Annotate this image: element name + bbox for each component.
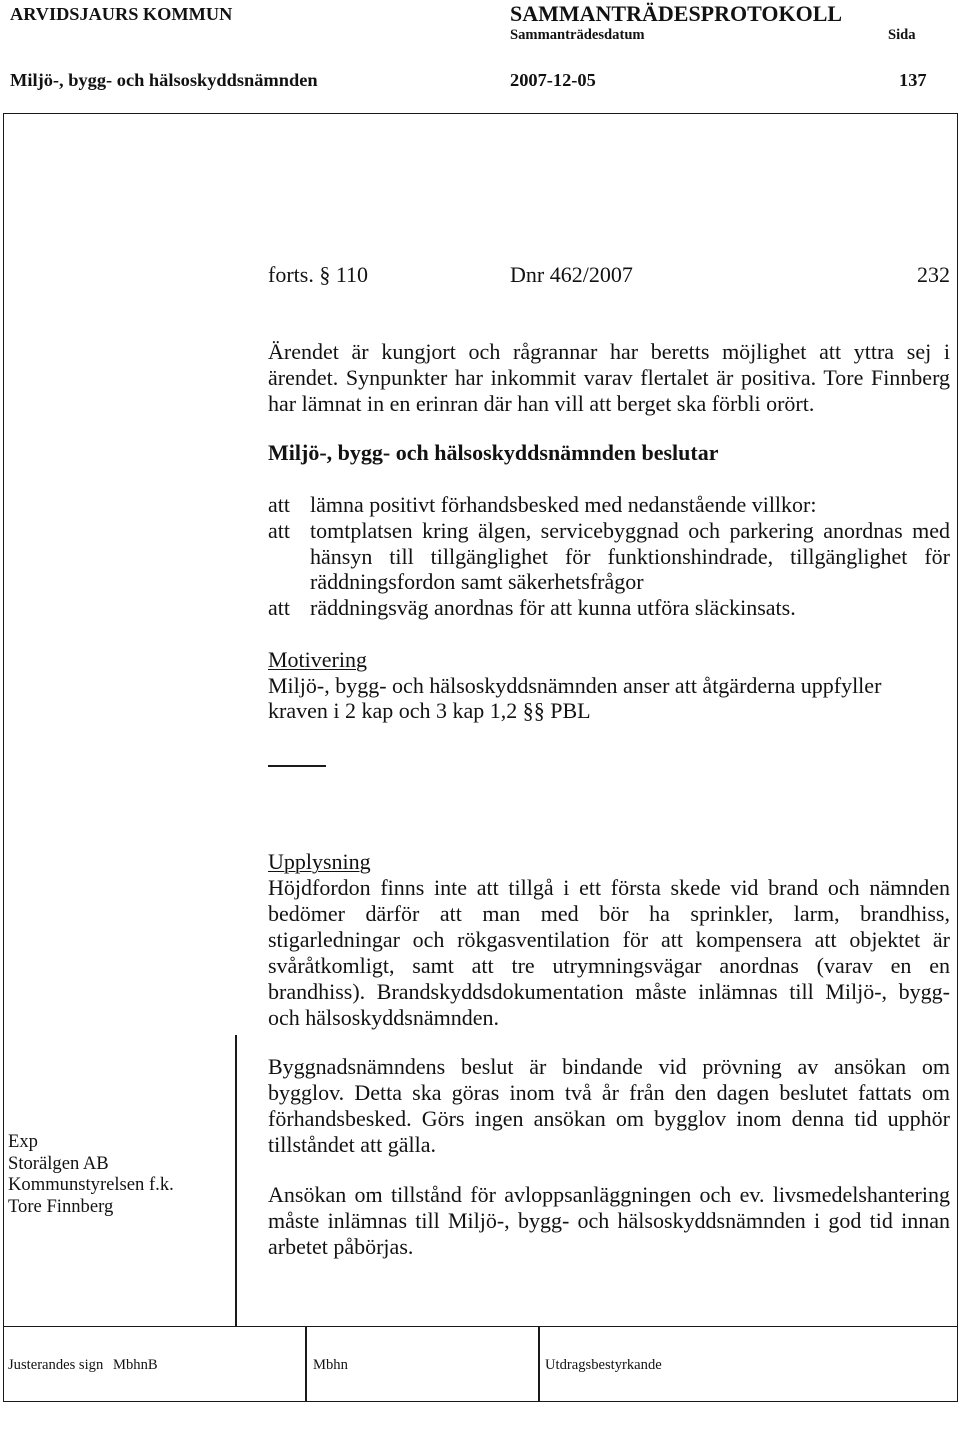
- committee-name: Miljö-, bygg- och hälsoskyddsnämnden: [10, 70, 318, 90]
- decision-item: [268, 518, 950, 595]
- distribution-divider: [235, 1035, 237, 1327]
- text-line: ärendet. Synpunkter har inkommit varav flertalet är positiva. Tore Finnberg: [268, 365, 950, 390]
- decision-item: [268, 492, 950, 518]
- page-number: 137: [899, 70, 927, 90]
- text-line: Byggnadsnämndens beslut är bindande vid prövning av ansökan om: [268, 1054, 950, 1079]
- decision-item-text: [310, 595, 950, 621]
- certification-label: Utdragsbestyrkande: [545, 1357, 662, 1373]
- decision-list: [268, 492, 950, 621]
- text-line: bygglov. Detta ska göras inom två år från den dagen beslutet fattats om: [268, 1080, 950, 1105]
- text-line: Ärendet är kungjort och rågrannar har beretts möjlighet att yttra sej i: [268, 339, 950, 364]
- information-heading: Upplysning: [268, 849, 371, 874]
- information-paragraph: [268, 1182, 950, 1260]
- distribution-heading: Exp: [8, 1131, 38, 1152]
- page-label: Sida: [888, 27, 916, 43]
- text-line: bedömer därför att man med bör ha sprinkler, larm, brandhiss,: [268, 901, 950, 926]
- decision-item-text: [310, 518, 950, 595]
- motivation-heading: Motivering: [268, 647, 367, 672]
- footer-divider: [305, 1327, 307, 1402]
- organization-name: ARVIDSJAURS KOMMUN: [10, 4, 233, 24]
- case-registration-number: Dnr 462/2007: [510, 262, 633, 287]
- text-line: tillståndet att gälla.: [268, 1132, 437, 1157]
- distribution-recipient: Kommunstyrelsen f.k.: [8, 1174, 174, 1196]
- text-line: Ansökan om tillstånd för avloppsanläggningen och ev. livsmedelshantering: [268, 1182, 950, 1207]
- committee-abbreviation: Mbhn: [313, 1357, 348, 1373]
- text-line: har lämnat in en erinran där han vill att berget ska förbli orört.: [268, 391, 815, 416]
- text-line: kraven i 2 kap och 3 kap 1,2 §§ PBL: [268, 698, 591, 724]
- text-line: räddningsväg anordnas för att kunna utföra släckinsats.: [310, 595, 796, 621]
- meeting-date: 2007-12-05: [510, 70, 596, 90]
- footer-divider: [538, 1327, 540, 1402]
- distribution-recipient: Tore Finnberg: [8, 1196, 114, 1218]
- decision-item: [268, 595, 950, 621]
- decision-item-prefix: att: [268, 492, 290, 517]
- text-line: lämna positivt förhandsbesked med nedanstående villkor:: [310, 492, 817, 517]
- text-line: räddningsfordon samt säkerhetsfrågor: [310, 569, 644, 595]
- text-line: Miljö-, bygg- och hälsoskyddsnämnden anser att åtgärderna uppfyller: [268, 672, 882, 698]
- case-reference-row: [0, 262, 960, 288]
- distribution-recipient: Storälgen AB: [8, 1152, 109, 1174]
- distribution-list: [8, 1131, 174, 1218]
- intro-paragraph: [268, 339, 950, 417]
- text-line: måste inlämnas till Miljö-, bygg- och hälsoskyddsnämnden i god tid innan: [268, 1208, 950, 1233]
- text-line: svåråtkomligt, samt att tre utrymningsvägar anordnas (varav en en: [268, 953, 950, 978]
- text-line: hänsyn till tillgänglighet för funktionshindrade, tillgänglighet för: [310, 543, 950, 569]
- text-line: och hälsoskyddsnämnden.: [268, 1005, 499, 1030]
- motivation-section: [268, 647, 950, 724]
- information-paragraph: [268, 1054, 950, 1158]
- text-line: Höjdfordon finns inte att tillgå i ett första skede vid brand och nämnden: [268, 875, 950, 900]
- information-section: [268, 849, 950, 1031]
- signature-initials: MbhnB: [113, 1357, 158, 1373]
- decision-item-text: [310, 492, 950, 518]
- document-type-title: SAMMANTRÄDESPROTOKOLL: [510, 1, 843, 26]
- case-number: 232: [917, 262, 950, 287]
- text-line: brandhiss). Brandskyddsdokumentation måste inlämnas till Miljö-, bygg-: [268, 979, 950, 1004]
- decision-item-prefix: att: [268, 595, 290, 621]
- signature-label: Justerandes sign: [8, 1357, 104, 1373]
- text-line: tomtplatsen kring älgen, servicebyggnad och parkering anordnas med: [310, 517, 950, 543]
- section-separator-rule: [268, 765, 326, 767]
- text-line: förhandsbesked. Görs ingen ansökan om bygglov inom denna tid upphör: [268, 1106, 950, 1131]
- decision-item-prefix: att: [268, 517, 290, 543]
- text-line: arbetet påbörjas.: [268, 1234, 414, 1259]
- meeting-date-label: Sammanträdesdatum: [510, 27, 645, 43]
- case-section: forts. § 110: [268, 262, 369, 287]
- text-line: stigarledningar och rökgasventilation för att kompensera att objektet är: [268, 927, 950, 952]
- decision-heading: Miljö-, bygg- och hälsoskyddsnämnden beslutar: [268, 440, 719, 465]
